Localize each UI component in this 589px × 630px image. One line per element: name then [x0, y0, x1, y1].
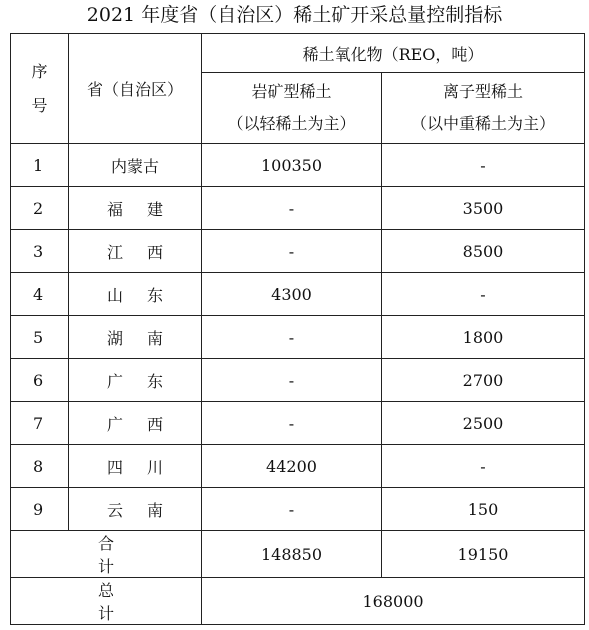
- subtotal-rock: 148850: [202, 531, 382, 578]
- cell-province: 山东: [69, 273, 202, 316]
- cell-rock: -: [202, 359, 382, 402]
- header-rock-line2: （以轻稀土为主）: [227, 114, 356, 133]
- table-row: [11, 316, 585, 359]
- header-ion-line2: （以中重稀土为主）: [411, 114, 556, 133]
- cell-province: 湖南: [69, 316, 202, 359]
- cell-ion: -: [382, 144, 585, 187]
- cell-ion: 150: [382, 488, 585, 531]
- total-value: 168000: [202, 578, 585, 625]
- cell-ion: -: [382, 273, 585, 316]
- table-row: [11, 144, 585, 187]
- header-ion: [382, 73, 585, 144]
- table-row: [11, 488, 585, 531]
- cell-ion: 1800: [382, 316, 585, 359]
- table-row: [11, 445, 585, 488]
- cell-ion: 2700: [382, 359, 585, 402]
- cell-rock: -: [202, 488, 382, 531]
- table-row: [11, 187, 585, 230]
- cell-province: 云南: [69, 488, 202, 531]
- table-row: [11, 359, 585, 402]
- subtotal-row: [11, 531, 585, 578]
- cell-province: 江西: [69, 230, 202, 273]
- cell-seq: 3: [11, 230, 69, 273]
- header-seq-line1: 序: [31, 61, 48, 81]
- cell-seq: 2: [11, 187, 69, 230]
- cell-seq: 7: [11, 402, 69, 445]
- total-row: [11, 578, 585, 625]
- cell-seq: 8: [11, 445, 69, 488]
- cell-province: 内蒙古: [69, 144, 202, 187]
- table-row: [11, 273, 585, 316]
- cell-seq: 5: [11, 316, 69, 359]
- header-ion-line1: 离子型稀土: [443, 82, 524, 101]
- header-province: 省（自治区）: [69, 34, 202, 144]
- cell-rock: 100350: [202, 144, 382, 187]
- cell-ion: 3500: [382, 187, 585, 230]
- header-rock: [202, 73, 382, 144]
- quota-table: [10, 33, 585, 625]
- cell-rock: 4300: [202, 273, 382, 316]
- table-row: [11, 230, 585, 273]
- subtotal-label: 合计: [11, 531, 202, 578]
- table-row: [11, 402, 585, 445]
- cell-rock: -: [202, 230, 382, 273]
- cell-ion: 8500: [382, 230, 585, 273]
- header-row-1: [11, 34, 585, 73]
- header-rock-line1: 岩矿型稀土: [251, 82, 332, 101]
- cell-seq: 4: [11, 273, 69, 316]
- cell-rock: -: [202, 187, 382, 230]
- cell-seq: 1: [11, 144, 69, 187]
- cell-rock: 44200: [202, 445, 382, 488]
- cell-ion: 2500: [382, 402, 585, 445]
- document-title: 2021 年度省（自治区）稀土矿开采总量控制指标: [86, 4, 503, 26]
- cell-rock: -: [202, 316, 382, 359]
- cell-province: 四川: [69, 445, 202, 488]
- header-group: 稀土氧化物（REO，吨）: [202, 34, 585, 73]
- cell-province: 福建: [69, 187, 202, 230]
- cell-province: 广东: [69, 359, 202, 402]
- header-seq: [11, 34, 69, 144]
- header-seq-line2: 号: [31, 95, 48, 115]
- cell-ion: -: [382, 445, 585, 488]
- subtotal-ion: 19150: [382, 531, 585, 578]
- cell-province: 广西: [69, 402, 202, 445]
- cell-seq: 6: [11, 359, 69, 402]
- cell-seq: 9: [11, 488, 69, 531]
- total-label: 总计: [11, 578, 202, 625]
- cell-rock: -: [202, 402, 382, 445]
